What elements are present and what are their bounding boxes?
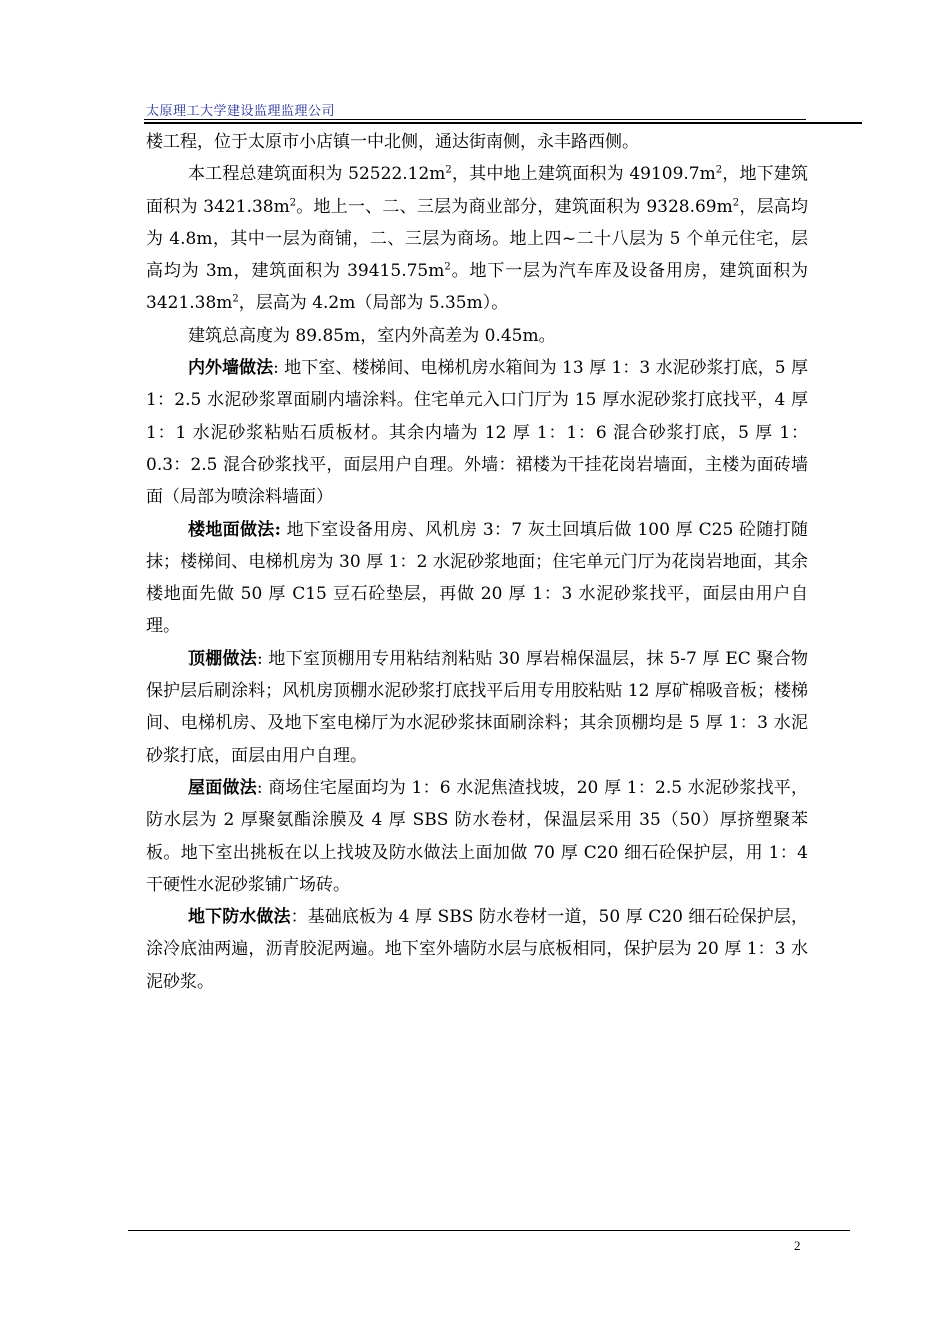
ceiling-method-label: 顶棚做法 — [188, 648, 258, 669]
waterproofing-label: 地下防水做法 — [188, 907, 291, 928]
paragraph-wall-method — [146, 352, 808, 513]
paragraph-project-location: 楼工程，位于太原市小店镇一中北侧，通达街南侧，永丰路西侧。 — [146, 132, 639, 152]
floor-method-label: 楼地面做法: — [188, 519, 281, 540]
waterproofing-text: ：基础底板为 4 厚 SBS 防水卷材一道，50 厚 C20 细石砼保护层，涂冷底油两遍，沥青胶泥两遍。地下室外墙防水层与底板相同，保护层为 20 厚 1：3 水泥砂浆。 — [146, 907, 809, 992]
paragraph-ceiling-method — [146, 643, 808, 772]
area-text-4: 。地上一、二、三层为商业部分，建筑面积为 9328.69m — [296, 196, 733, 217]
header-company-name: 太原理工大学建设监理监理公司 — [146, 104, 336, 119]
body-text — [146, 126, 808, 998]
ceiling-method-text: : 地下室顶棚用专用粘结剂粘贴 30 厚岩棉保温层，抹 5-7 厚 EC 聚合物保护层后刷涂料；风机房顶棚水泥砂浆打底找平后用专用胶粘贴 12 厚矿棉吸音板；楼梯间、电梯机房、及地下室电梯厅为水泥砂浆抹面刷涂料；其余顶棚均是 5 厚 1：3 水泥砂浆打底，面层由用户自理。 — [146, 648, 808, 766]
roof-method-label: 屋面做法 — [188, 777, 257, 798]
area-text-5: ，层高均为 4.8m，其中一层为商铺，二、三层为商场。地上四~二十八层为 5 个单元住宅，层高均为 3m，建筑面积为 39415.75m — [146, 196, 809, 282]
floor-method-text: 地下室设备用房、风机房 3：7 灰土回填后做 100 厚 C25 砼随打随抹；楼梯间、电梯机房为 30 厚 1：2 水泥砂浆地面；住宅单元门厅为花岗岩地面，其余楼地面先做 50 厚 C15 豆石砼垫层，再做 20 厚 1：3 水泥砂浆找平，面层由用户自理。 — [146, 519, 808, 637]
paragraph-building-height: 建筑总高度为 89.85m，室内外高差为 0.45m。 — [188, 325, 556, 346]
superscript-2: 2 — [715, 164, 723, 176]
area-text-2: ，其中地上建筑面积为 49109.7m — [451, 164, 716, 185]
paragraph-roof-method — [146, 772, 808, 901]
area-text-6: 。地下一层为汽车库及设备用房，建筑面积为 3421.38m — [146, 261, 809, 314]
superscript-2: 2 — [445, 164, 452, 176]
superscript-2: 2 — [732, 196, 740, 208]
page-number: 2 — [794, 1238, 801, 1253]
header-rule-thin — [144, 119, 806, 120]
superscript-2: 2 — [444, 261, 451, 273]
paragraph-building-area — [146, 158, 808, 319]
roof-method-text: : 商场住宅屋面均为 1：6 水泥焦渣找坡，20 厚 1：2.5 水泥砂浆找平，防水层为 2 厚聚氨酯涂膜及 4 厚 SBS 防水卷材，保温层采用 35（50）厚挤塑聚苯板。地下室出挑板在以上找坡及防水做法上面加做 70 厚 C20 细石砼保护层，用 1：4 干硬性水泥砂浆铺广场砖。 — [146, 777, 808, 895]
area-text-7: ，层高为 4.2m（局部为 5.35m）。 — [238, 293, 509, 314]
header-rule-thick — [144, 122, 862, 124]
footer-rule — [128, 1230, 850, 1231]
paragraph-underground-waterproofing — [146, 901, 808, 998]
area-text-1: 本工程总建筑面积为 52522.12m — [188, 164, 446, 185]
superscript-2: 2 — [289, 196, 297, 208]
paragraph-floor-method — [146, 514, 808, 643]
wall-method-text: : 地下室、楼梯间、电梯机房水箱间为 13 厚 1：3 水泥砂浆打底，5 厚 1：2.5 水泥砂浆罩面刷内墙涂料。住宅单元入口门厅为 15 厚水泥砂浆打底找平，4 厚 1：1 水泥砂浆粘贴石质板材。其余内墙为 12 厚 1：1：6 混合砂浆打底，5 厚 1：0.3：2.5 混合砂浆找平，面层用户自理。外墙：裙楼为干挂花岗岩墙面，主楼为面砖墙面（局部为喷涂料墙面） — [146, 358, 809, 508]
wall-method-label: 内外墙做法 — [188, 358, 274, 379]
superscript-2: 2 — [232, 293, 239, 305]
area-text-3: ，地下建筑面积为 3421.38m — [146, 164, 809, 217]
